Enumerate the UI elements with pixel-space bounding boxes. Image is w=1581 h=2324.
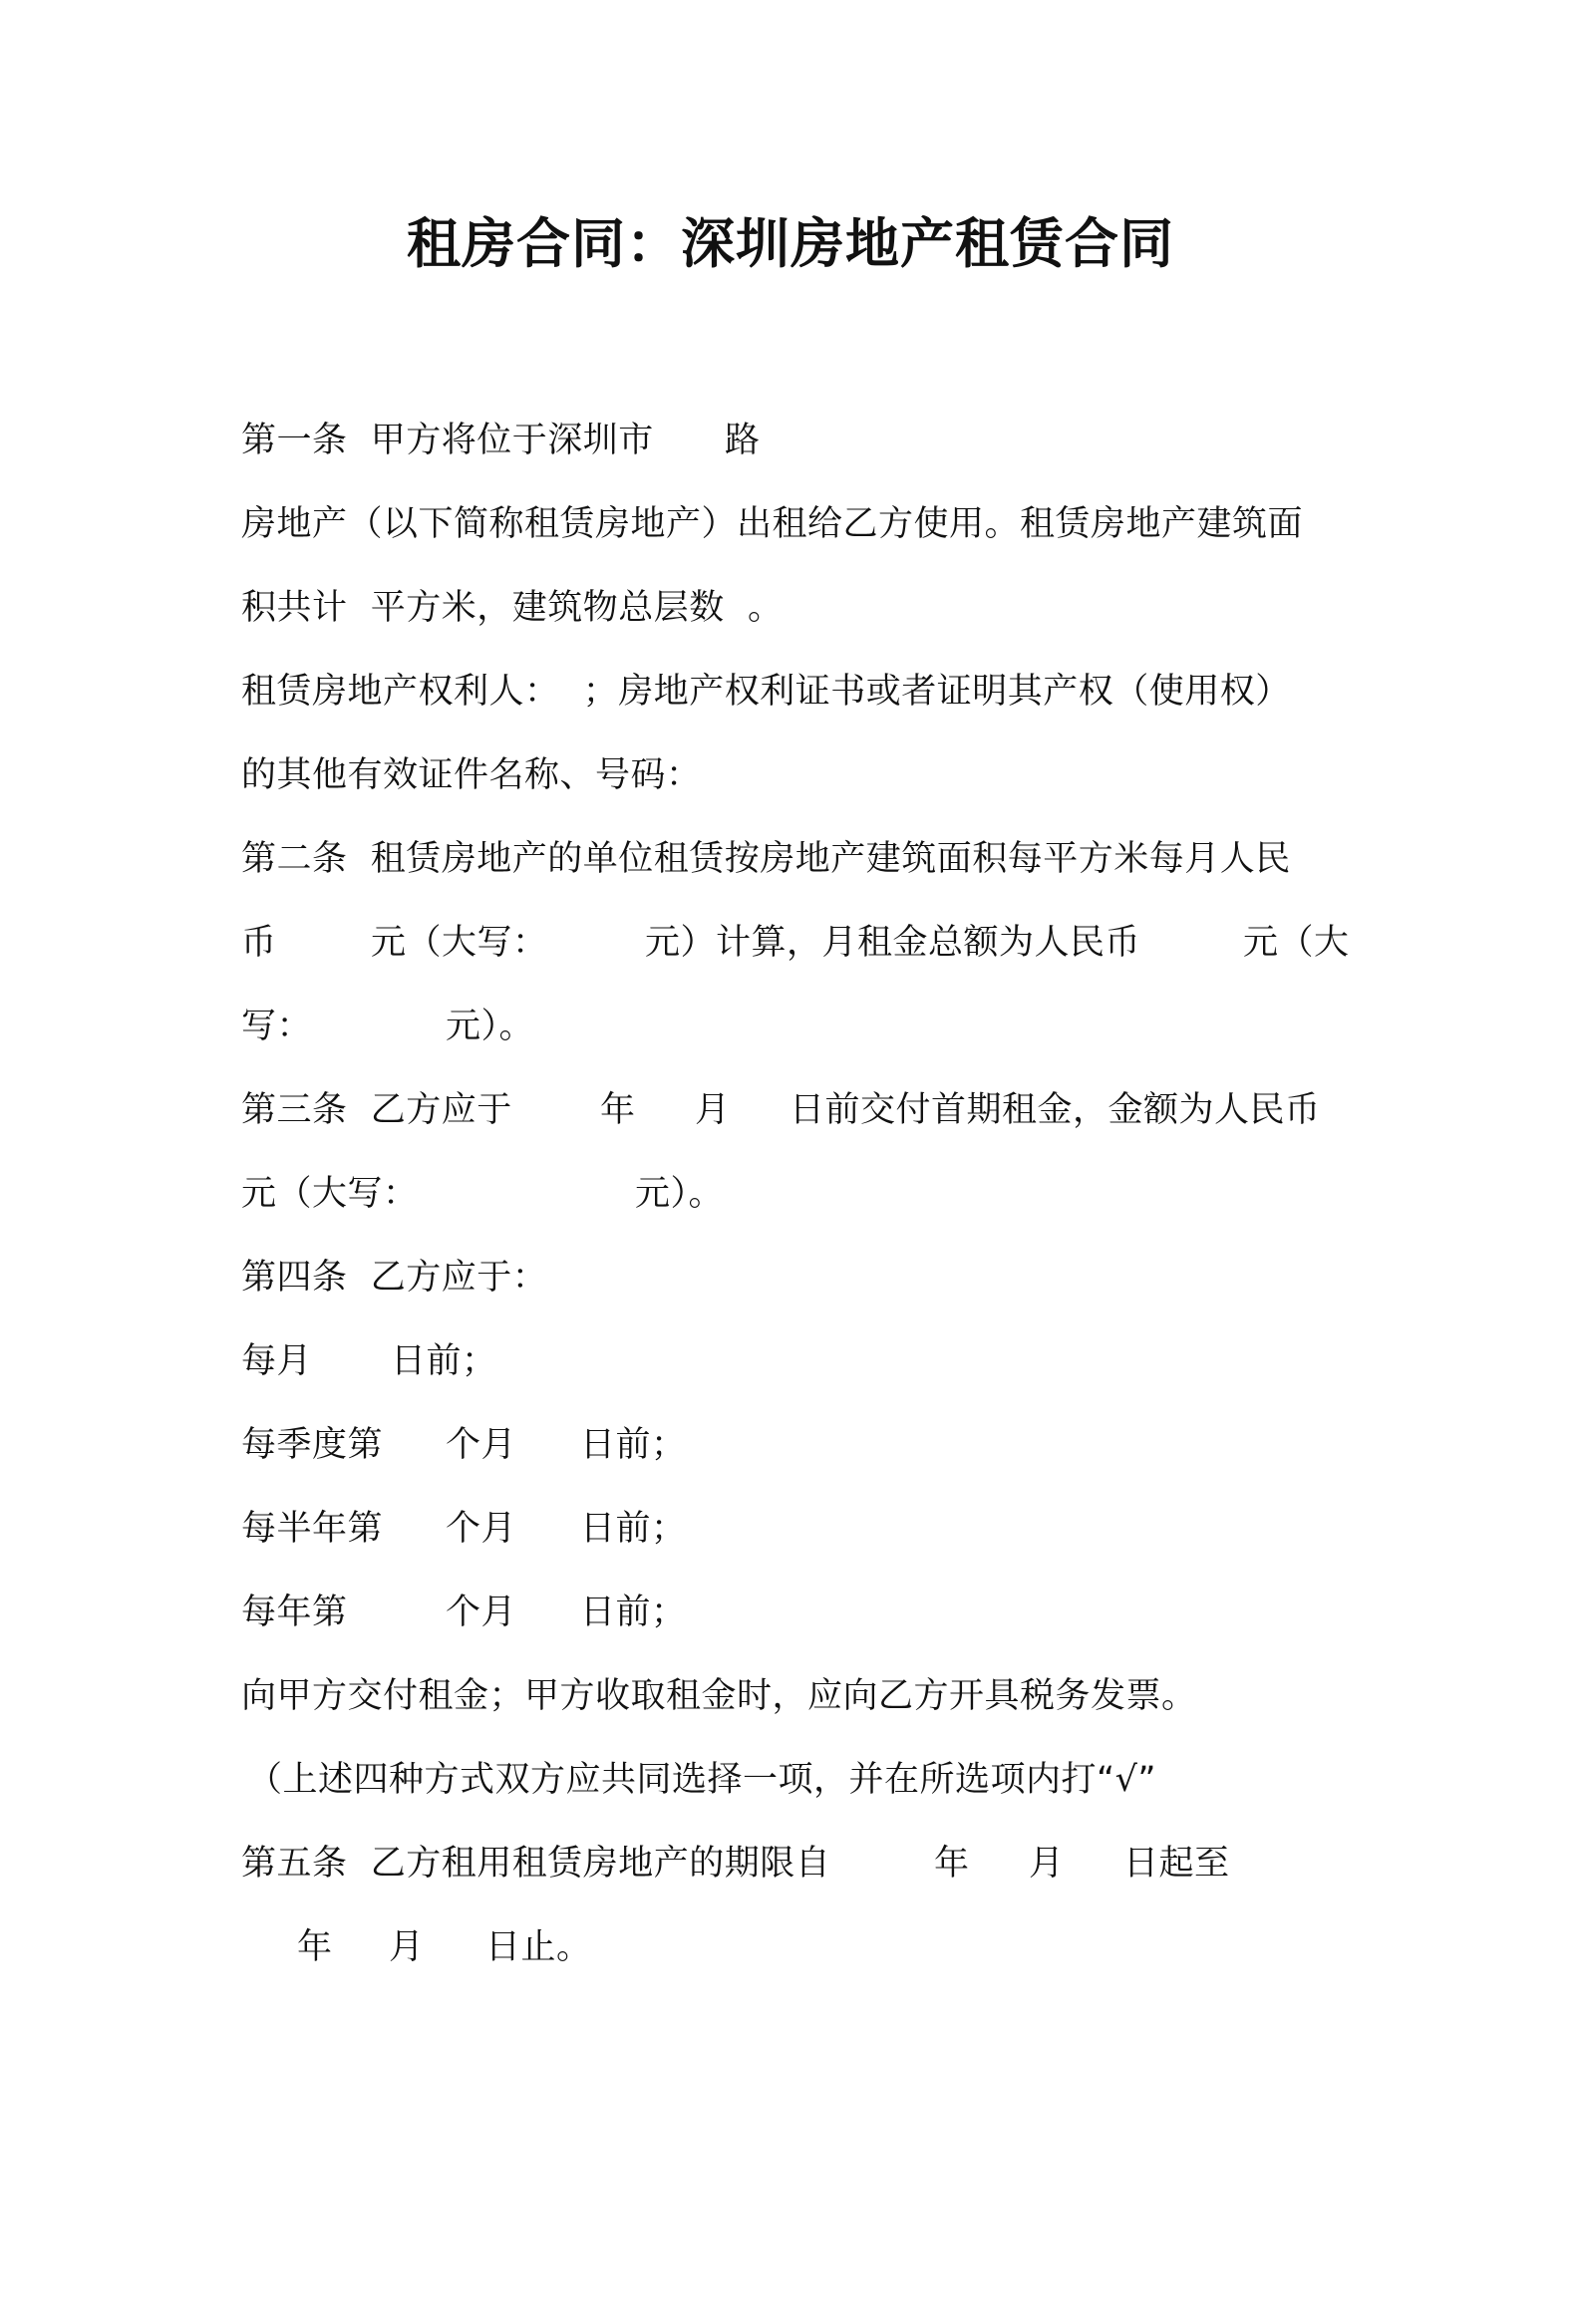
text-segment: 每季度第 xyxy=(241,1425,384,1465)
text-segment: （上述四种方式双方应共同选择一项，并在所选项内打“√” xyxy=(247,1760,1157,1800)
text-segment: 元）。 xyxy=(635,1174,725,1214)
article-1-line xyxy=(241,399,1358,482)
text-segment: 年 xyxy=(297,1927,333,1967)
text-segment: 年 xyxy=(934,1844,970,1884)
text-segment: 元（大写： xyxy=(371,923,548,963)
text-segment: 路 xyxy=(725,421,761,460)
payment-option-monthly xyxy=(241,1319,1358,1403)
text-segment: 的其他有效证件名称、号码： xyxy=(241,755,702,795)
text-segment: 日前； xyxy=(580,1509,687,1549)
paragraph-line xyxy=(241,482,1358,566)
text-segment: 元）计算，月租金总额为人民币 xyxy=(645,923,1141,963)
text-segment: 每年第 xyxy=(241,1593,348,1632)
article-3-line xyxy=(241,1068,1358,1152)
text-segment: 元（大 xyxy=(1243,923,1350,963)
text-segment: 房地产（以下简称租赁房地产）出租给乙方使用。租赁房地产建筑面 xyxy=(241,504,1304,544)
text-segment: 个月 xyxy=(446,1509,517,1549)
text-segment: 租赁房地产权利人： ；房地产权利证书或者证明其产权（使用权） xyxy=(241,672,1291,712)
text-segment: 第一条 甲方将位于深圳市 xyxy=(241,421,654,460)
payment-option-annual xyxy=(241,1571,1358,1654)
text-segment: 元）。 xyxy=(446,1007,535,1046)
text-segment: 个月 xyxy=(446,1425,517,1465)
text-segment: 第三条 乙方应于 xyxy=(241,1090,512,1130)
paragraph-line xyxy=(241,650,1358,733)
text-segment: 元（大写： xyxy=(241,1174,419,1214)
document-body xyxy=(241,399,1358,1989)
paragraph-line xyxy=(241,1905,1358,1989)
text-segment: 积共计 平方米，建筑物总层数 。 xyxy=(241,588,784,628)
text-segment: 月 xyxy=(1029,1844,1065,1884)
text-segment: 个月 xyxy=(446,1593,517,1632)
text-segment: 每月 xyxy=(241,1341,313,1381)
paragraph-line xyxy=(241,901,1358,985)
text-segment: 币 xyxy=(241,923,277,963)
article-5-line xyxy=(241,1822,1358,1905)
text-segment: 写： xyxy=(241,1007,313,1046)
text-segment: 第五条 乙方租用租赁房地产的期限自 xyxy=(241,1844,831,1884)
paragraph-line xyxy=(241,1152,1358,1236)
text-segment: 每半年第 xyxy=(241,1509,384,1549)
text-segment: 第二条 租赁房地产的单位租赁按房地产建筑面积每平方米每月人民 xyxy=(241,839,1291,879)
paragraph-line xyxy=(241,566,1358,650)
document-title: 租房合同：深圳房地产租赁合同 xyxy=(407,212,1174,275)
text-segment: 日起至 xyxy=(1123,1844,1230,1884)
paragraph-line xyxy=(241,1738,1358,1822)
text-segment: 日前； xyxy=(391,1341,497,1381)
text-segment: 日止。 xyxy=(485,1927,592,1967)
article-2-line xyxy=(241,817,1358,901)
text-segment: 日前交付首期租金，金额为人民币 xyxy=(790,1090,1321,1130)
text-segment: 月 xyxy=(389,1927,425,1967)
article-4-line xyxy=(241,1236,1358,1319)
text-segment: 第四条 乙方应于： xyxy=(241,1258,548,1298)
payment-option-semiannual xyxy=(241,1487,1358,1571)
text-segment: 向甲方交付租金；甲方收取租金时，应向乙方开具税务发票。 xyxy=(241,1676,1197,1716)
paragraph-line xyxy=(241,985,1358,1068)
paragraph-line xyxy=(241,1654,1358,1738)
paragraph-line xyxy=(241,733,1358,817)
text-segment: 日前； xyxy=(580,1593,687,1632)
text-segment: 年 xyxy=(600,1090,636,1130)
text-segment: 月 xyxy=(695,1090,731,1130)
payment-option-quarterly xyxy=(241,1403,1358,1487)
text-segment: 日前； xyxy=(580,1425,687,1465)
